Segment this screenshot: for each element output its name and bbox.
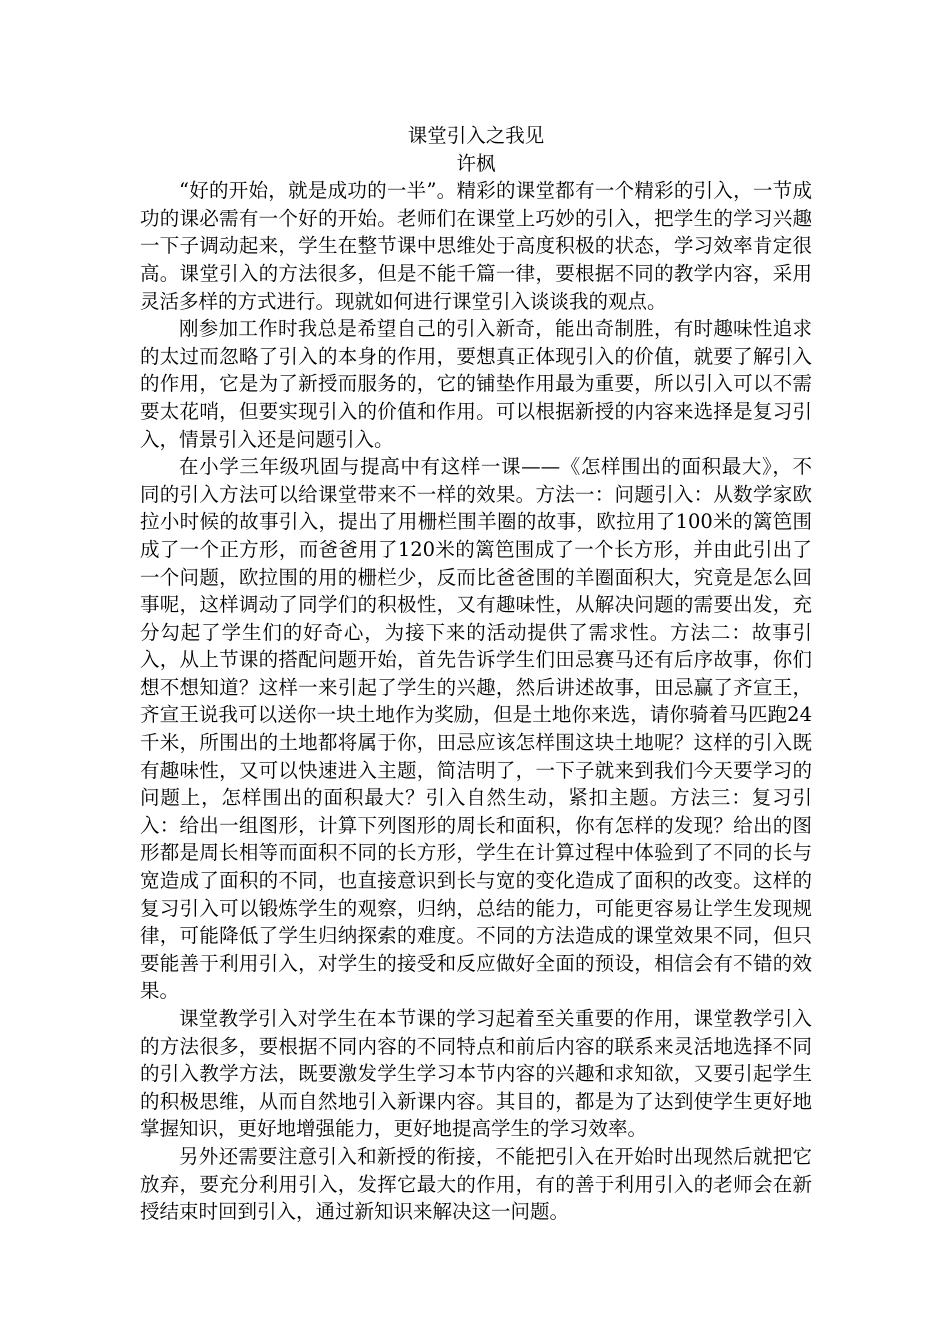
paragraph-2: 刚参加工作时我总是希望自己的引入新奇，能出奇制胜，有时趣味性追求的太过而忽略了引入的本身的作用，要想真正体现引入的价值，就要了解引入的作用，它是为了新授而服务的，它的铺垫作用最为重要，所以引入可以不需要太花哨，但要实现引入的价值和作用。可以根据新授的内容来选择是复习引入，情景引入还是问题引入。 xyxy=(140,317,812,451)
paragraph-1: “好的开始，就是成功的一半”。精彩的课堂都有一个精彩的引入，一节成功的课必需有一个好的开始。老师们在课堂上巧妙的引入，把学生的学习兴趣一下子调动起来，学生在整节课中思维处于高度积极的状态，学习效率肯定很高。课堂引入的方法很多，但是不能千篇一律，要根据不同的教学内容，采用灵活多样的方式进行。现就如何进行课堂引入谈谈我的观点。 xyxy=(140,179,812,313)
document-author: 许枫 xyxy=(456,151,496,175)
paragraph-5: 另外还需要注意引入和新授的衔接，不能把引入在开始时出现然后就把它放弃，要充分利用引入，发挥它最大的作用，有的善于利用引入的老师会在新授结束时回到引入，通过新知识来解决这一问题。 xyxy=(140,1144,812,1224)
paragraph-3: 在小学三年级巩固与提高中有这样一课——《怎样围出的面积最大》，不同的引入方法可以给课堂带来不一样的效果。方法一：问题引入：从数学家欧拉小时候的故事引入，提出了用栅栏围羊圈的故事，欧拉用了100米的篱笆围成了一个正方形，而爸爸用了120米的篱笆围成了一个长方形，并由此引出了一个问题，欧拉围的用的栅栏少，反而比爸爸围的羊圈面积大，究竟是怎么回事呢，这样调动了同学们的积极性，又有趣味性，从解决问题的需要出发，充分勾起了学生们的好奇心，为接下来的活动提供了需求性。方法二：故事引入，从上节课的搭配问题开始，首先告诉学生们田忌赛马还有后序故事，你们想不想知道？这样一来引起了学生的兴趣，然后讲述故事，田忌赢了齐宣王，齐宣王说我可以送你一块土地作为奖励，但是土地你来选，请你骑着马匹跑24千米，所围出的土地都将属于你，田忌应该怎样围这块土地呢？这样的引入既有趣味性，又可以快速进入主题，简洁明了，一下子就来到我们今天要学习的问题上，怎样围出的面积最大？引入自然生动，紧扣主题。方法三：复习引入：给出一组图形，计算下列图形的周长和面积，你有怎样的发现？给出的图形都是周长相等而面积不同的长方形，学生在计算过程中体验到了不同的长与宽造成了面积的不同，也直接意识到长与宽的变化造成了面积的改变。这样的复习引入可以锻炼学生的观察，归纳，总结的能力，可能更容易让学生发现规律，可能降低了学生归纳探索的难度。不同的方法造成的课堂效果不同，但只要能善于利用引入，对学生的接受和反应做好全面的预设，相信会有不错的效果。 xyxy=(140,455,812,1003)
document-title: 课堂引入之我见 xyxy=(407,124,545,147)
document-page xyxy=(140,122,812,1226)
paragraph-4: 课堂教学引入对学生在本节课的学习起着至关重要的作用，课堂教学引入的方法很多，要根据不同内容的不同特点和前后内容的联系来灵活地选择不同的引入教学方法，既要激发学生学习本节内容的兴趣和求知欲，又要引起学生的积极思维，从而自然地引入新课内容。其目的，都是为了达到使学生更好地掌握知识，更好地增强能力，更好地提高学生的学习效率。 xyxy=(140,1007,812,1141)
